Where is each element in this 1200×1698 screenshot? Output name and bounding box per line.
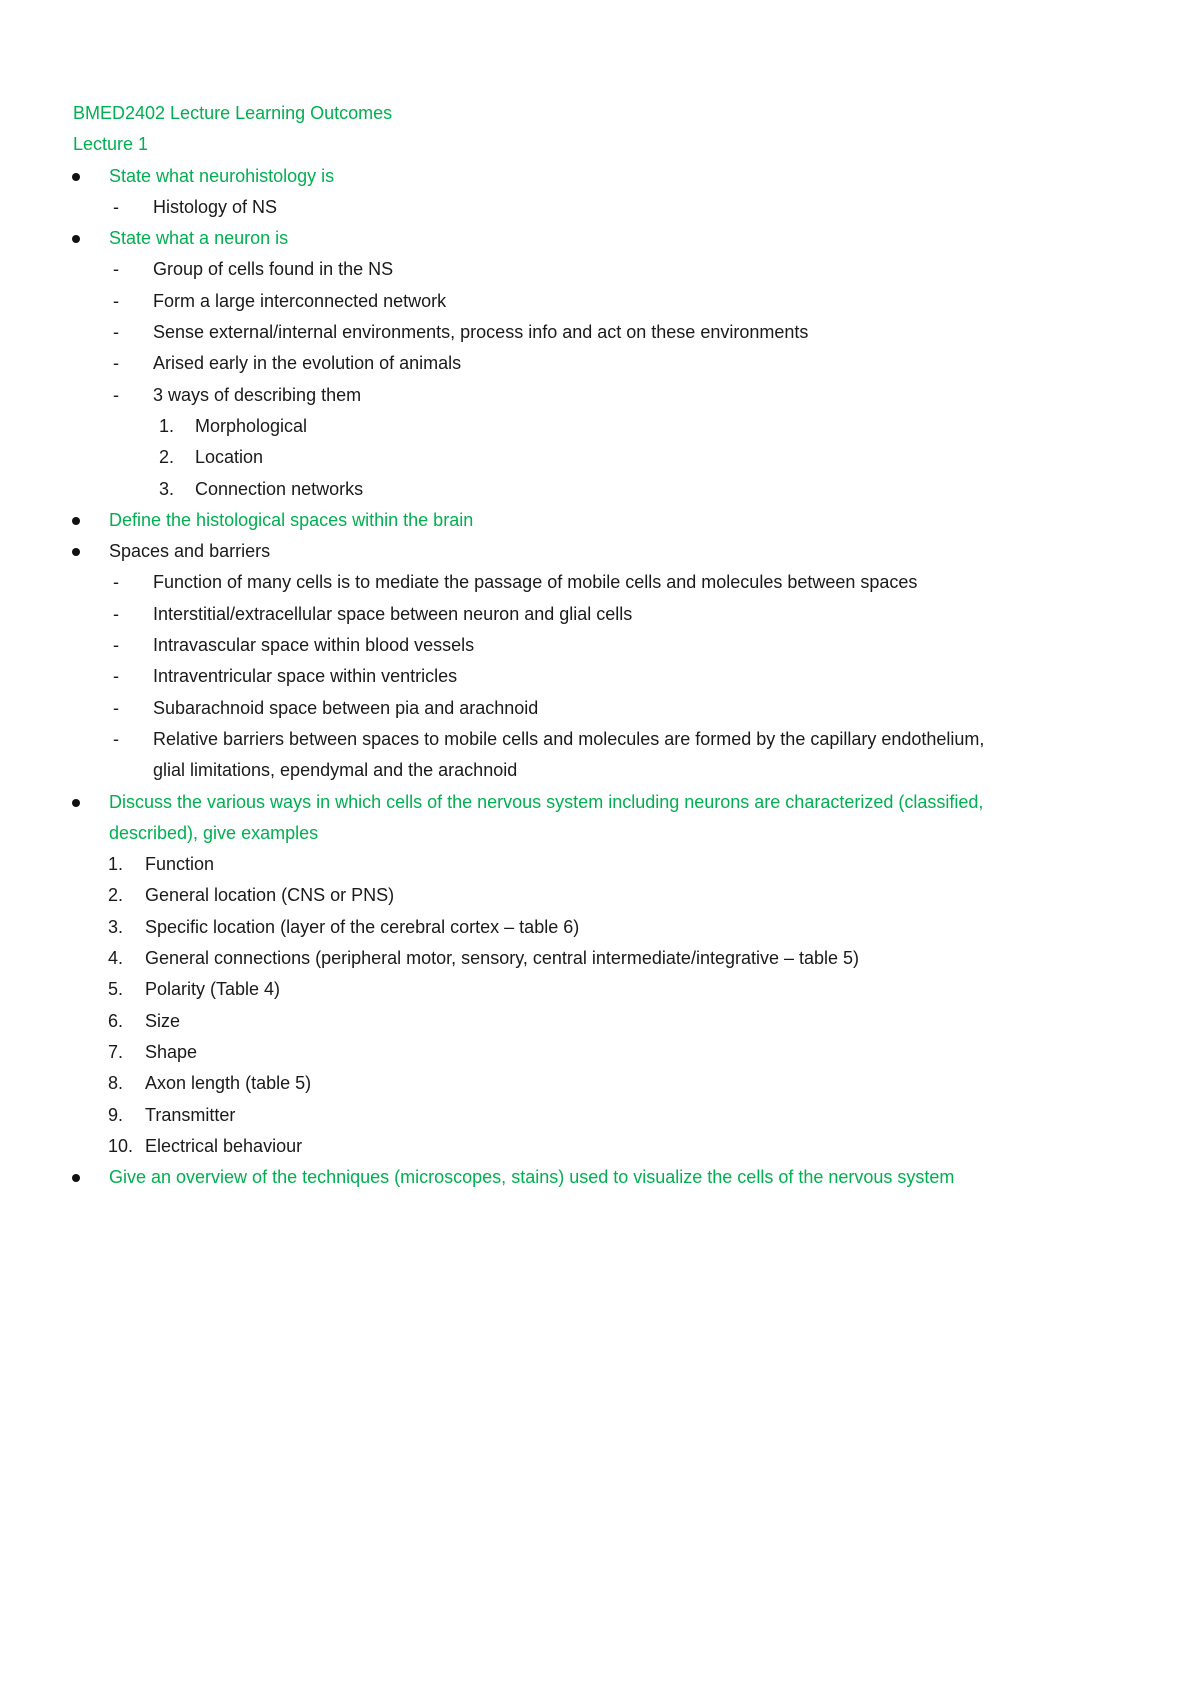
numbered-text: Connection networks: [195, 478, 364, 499]
bullet-text: Give an overview of the techniques (microscopes, stains) used to visualize the cells of the nervous system: [109, 1167, 955, 1188]
numbered-text: Size: [145, 1010, 181, 1031]
outcome-bullet-item: [73, 161, 1133, 192]
item-number: 8.: [108, 1073, 124, 1094]
bullet-icon: [72, 517, 80, 525]
item-number: 9.: [108, 1104, 124, 1125]
numbered-text: General location (CNS or PNS): [145, 885, 395, 906]
dash-item: [73, 567, 1133, 598]
dash-marker: -: [113, 353, 119, 374]
dash-text: Relative barriers between spaces to mobile cells and molecules are formed by the capillary endothelium,: [153, 728, 985, 749]
dash-item: [73, 599, 1133, 630]
bullet-text: Spaces and barriers: [109, 541, 271, 562]
item-number: 1.: [108, 854, 124, 875]
numbered-item: [73, 1131, 1133, 1162]
dash-text: Group of cells found in the NS: [153, 259, 394, 280]
numbered-item: [73, 880, 1133, 911]
item-number: 7.: [108, 1041, 124, 1062]
dash-marker: -: [113, 290, 119, 311]
numbered-item: [73, 411, 1133, 442]
bullet-text: State what a neuron is: [109, 228, 289, 249]
lecture-heading: Lecture 1: [73, 134, 149, 155]
numbered-item: [73, 849, 1133, 880]
item-number: 4.: [108, 948, 124, 969]
numbered-item: [73, 474, 1133, 505]
numbered-item: [73, 912, 1133, 943]
dash-marker: -: [113, 635, 119, 656]
document-body: [73, 98, 1133, 1193]
continuation-line: [73, 755, 1133, 786]
item-number: 6.: [108, 1010, 124, 1031]
item-number: 3.: [159, 478, 175, 499]
dash-text: Intraventricular space within ventricles: [153, 666, 458, 687]
dash-marker: -: [113, 697, 119, 718]
continuation-text: glial limitations, ependymal and the arachnoid: [153, 760, 518, 781]
numbered-text: Shape: [145, 1041, 198, 1062]
dash-item: [73, 286, 1133, 317]
numbered-text: Function: [145, 854, 215, 875]
numbered-text: Location: [195, 447, 264, 468]
dash-text: Function of many cells is to mediate the passage of mobile cells and molecules between spaces: [153, 572, 918, 593]
dash-text: Sense external/internal environments, process info and act on these environments: [153, 322, 809, 343]
dash-item: [73, 380, 1133, 411]
document-title: BMED2402 Lecture Learning Outcomes: [73, 103, 393, 123]
dash-item: [73, 192, 1133, 223]
numbered-item: [73, 943, 1133, 974]
dash-text: 3 ways of describing them: [153, 384, 362, 405]
outcome-bullet-item: [73, 223, 1133, 254]
numbered-item: [73, 1006, 1133, 1037]
dash-marker: -: [113, 384, 119, 405]
outcome-bullet-item: [73, 787, 1133, 818]
bullet-icon: [72, 799, 80, 807]
outcome-bullet-item: [73, 536, 1133, 567]
item-number: 3.: [108, 916, 124, 937]
numbered-text: Polarity (Table 4): [145, 979, 281, 1000]
dash-item: [73, 254, 1133, 285]
numbered-item: [73, 442, 1133, 473]
numbered-text: Morphological: [195, 415, 308, 436]
dash-item: [73, 630, 1133, 661]
item-number: 2.: [159, 447, 175, 468]
dash-text: Interstitial/extracellular space between neuron and glial cells: [153, 603, 633, 624]
bullet-text: State what neurohistology is: [109, 165, 335, 186]
dash-item: [73, 724, 1133, 755]
outcome-bullet-item: [73, 1162, 1133, 1193]
outcome-bullet-item: [73, 505, 1133, 536]
dash-text: Histology of NS: [153, 196, 278, 217]
bullet-icon: [72, 235, 80, 243]
numbered-item: [73, 974, 1133, 1005]
numbered-item: [73, 1100, 1133, 1131]
dash-marker: -: [113, 259, 119, 280]
bullet-text: Define the histological spaces within the brain: [109, 509, 474, 530]
item-number: 5.: [108, 979, 124, 1000]
bullet-text: Discuss the various ways in which cells of the nervous system including neurons are characterized (classified,: [109, 791, 984, 812]
item-number: 1.: [159, 415, 175, 436]
numbered-text: Axon length (table 5): [145, 1073, 312, 1094]
numbered-item: [73, 1037, 1133, 1068]
numbered-text: Transmitter: [145, 1104, 236, 1125]
numbered-text: Specific location (layer of the cerebral cortex – table 6): [145, 916, 580, 937]
dash-marker: -: [113, 603, 119, 624]
dash-marker: -: [113, 322, 119, 343]
numbered-item: [73, 1068, 1133, 1099]
dash-item: [73, 317, 1133, 348]
dash-marker: -: [113, 572, 119, 593]
continuation-text: described), give examples: [109, 822, 319, 843]
dash-item: [73, 693, 1133, 724]
dash-text: Form a large interconnected network: [153, 290, 447, 311]
dash-marker: -: [113, 728, 119, 749]
dash-text: Intravascular space within blood vessels: [153, 635, 475, 656]
dash-item: [73, 661, 1133, 692]
continuation-line: [73, 818, 1133, 849]
dash-text: Subarachnoid space between pia and arachnoid: [153, 697, 539, 718]
dash-text: Arised early in the evolution of animals: [153, 353, 462, 374]
dash-item: [73, 348, 1133, 379]
bullet-icon: [72, 173, 80, 181]
numbered-text: General connections (peripheral motor, sensory, central intermediate/integrative – table 5): [145, 948, 860, 969]
bullet-icon: [72, 1174, 80, 1182]
dash-marker: -: [113, 196, 119, 217]
numbered-text: Electrical behaviour: [145, 1135, 303, 1156]
item-number: 10.: [108, 1135, 134, 1156]
bullet-icon: [72, 548, 80, 556]
item-number: 2.: [108, 885, 124, 906]
dash-marker: -: [113, 666, 119, 687]
